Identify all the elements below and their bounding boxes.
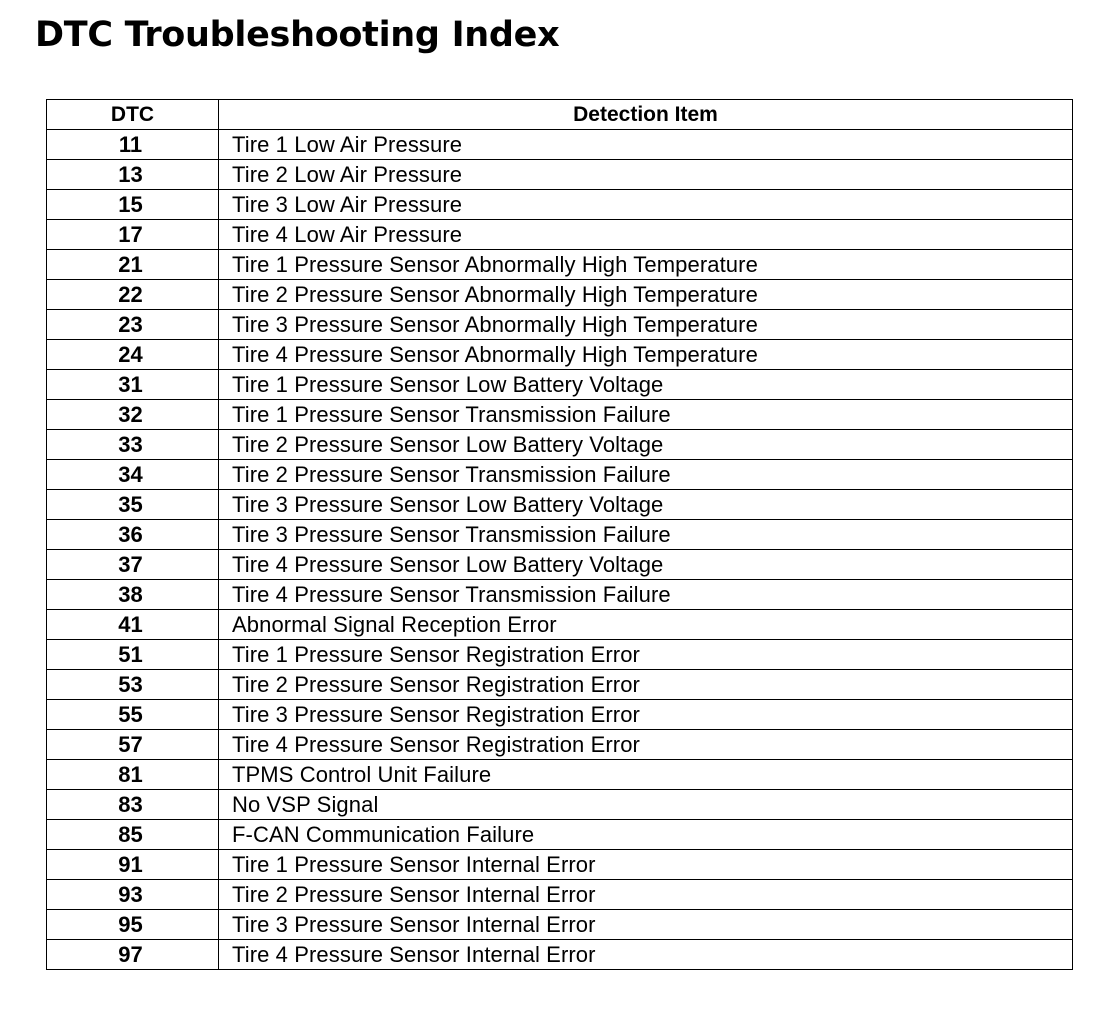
table-row — [47, 430, 1073, 460]
dtc-code-cell: 81 — [47, 760, 219, 790]
table-header-row — [47, 100, 1073, 130]
dtc-code-cell: 21 — [47, 250, 219, 280]
detection-item-cell: Tire 3 Low Air Pressure — [219, 190, 1073, 220]
dtc-code-cell: 32 — [47, 400, 219, 430]
table-row — [47, 400, 1073, 430]
dtc-code-cell: 17 — [47, 220, 219, 250]
table-row — [47, 550, 1073, 580]
table-row — [47, 280, 1073, 310]
dtc-code-cell: 38 — [47, 580, 219, 610]
detection-item-cell: F-CAN Communication Failure — [219, 820, 1073, 850]
dtc-code-cell: 37 — [47, 550, 219, 580]
table-body — [47, 130, 1073, 970]
table-row — [47, 880, 1073, 910]
dtc-code-cell: 93 — [47, 880, 219, 910]
dtc-code-cell: 85 — [47, 820, 219, 850]
table-row — [47, 760, 1073, 790]
dtc-code-cell: 55 — [47, 700, 219, 730]
detection-item-cell: Tire 2 Low Air Pressure — [219, 160, 1073, 190]
table-row — [47, 700, 1073, 730]
table-row — [47, 580, 1073, 610]
dtc-code-cell: 41 — [47, 610, 219, 640]
table-row — [47, 790, 1073, 820]
table-row — [47, 940, 1073, 970]
detection-item-cell: Tire 2 Pressure Sensor Registration Error — [219, 670, 1073, 700]
table-row — [47, 850, 1073, 880]
column-header-detection-item: Detection Item — [219, 100, 1073, 130]
detection-item-cell: Tire 3 Pressure Sensor Registration Error — [219, 700, 1073, 730]
table-row — [47, 460, 1073, 490]
dtc-code-cell: 36 — [47, 520, 219, 550]
table-row — [47, 730, 1073, 760]
detection-item-cell: Tire 1 Pressure Sensor Transmission Failure — [219, 400, 1073, 430]
dtc-code-cell: 95 — [47, 910, 219, 940]
dtc-code-cell: 11 — [47, 130, 219, 160]
detection-item-cell: Tire 2 Pressure Sensor Internal Error — [219, 880, 1073, 910]
detection-item-cell: Tire 4 Pressure Sensor Abnormally High Temperature — [219, 340, 1073, 370]
detection-item-cell: Tire 1 Pressure Sensor Registration Error — [219, 640, 1073, 670]
dtc-code-cell: 57 — [47, 730, 219, 760]
detection-item-cell: TPMS Control Unit Failure — [219, 760, 1073, 790]
detection-item-cell: Tire 4 Pressure Sensor Registration Error — [219, 730, 1073, 760]
table-row — [47, 490, 1073, 520]
detection-item-cell: Abnormal Signal Reception Error — [219, 610, 1073, 640]
column-header-dtc: DTC — [47, 100, 219, 130]
table-row — [47, 370, 1073, 400]
detection-item-cell: Tire 1 Pressure Sensor Abnormally High Temperature — [219, 250, 1073, 280]
detection-item-cell: No VSP Signal — [219, 790, 1073, 820]
table-row — [47, 820, 1073, 850]
table-row — [47, 130, 1073, 160]
dtc-code-cell: 83 — [47, 790, 219, 820]
table-row — [47, 220, 1073, 250]
detection-item-cell: Tire 2 Pressure Sensor Abnormally High Temperature — [219, 280, 1073, 310]
table-row — [47, 310, 1073, 340]
table-row — [47, 610, 1073, 640]
table-row — [47, 340, 1073, 370]
table-row — [47, 190, 1073, 220]
detection-item-cell: Tire 1 Low Air Pressure — [219, 130, 1073, 160]
table-row — [47, 250, 1073, 280]
detection-item-cell: Tire 3 Pressure Sensor Abnormally High Temperature — [219, 310, 1073, 340]
dtc-code-cell: 91 — [47, 850, 219, 880]
detection-item-cell: Tire 3 Pressure Sensor Transmission Failure — [219, 520, 1073, 550]
dtc-code-cell: 51 — [47, 640, 219, 670]
dtc-code-cell: 22 — [47, 280, 219, 310]
table-row — [47, 910, 1073, 940]
detection-item-cell: Tire 4 Pressure Sensor Transmission Failure — [219, 580, 1073, 610]
detection-item-cell: Tire 3 Pressure Sensor Low Battery Voltage — [219, 490, 1073, 520]
table-row — [47, 640, 1073, 670]
dtc-code-cell: 13 — [47, 160, 219, 190]
dtc-code-cell: 53 — [47, 670, 219, 700]
detection-item-cell: Tire 4 Pressure Sensor Internal Error — [219, 940, 1073, 970]
detection-item-cell: Tire 4 Pressure Sensor Low Battery Voltage — [219, 550, 1073, 580]
dtc-code-cell: 31 — [47, 370, 219, 400]
detection-item-cell: Tire 1 Pressure Sensor Internal Error — [219, 850, 1073, 880]
dtc-code-cell: 23 — [47, 310, 219, 340]
dtc-table — [46, 99, 1073, 970]
dtc-code-cell: 34 — [47, 460, 219, 490]
detection-item-cell: Tire 2 Pressure Sensor Transmission Failure — [219, 460, 1073, 490]
page-title: DTC Troubleshooting Index — [35, 15, 560, 55]
detection-item-cell: Tire 3 Pressure Sensor Internal Error — [219, 910, 1073, 940]
dtc-code-cell: 33 — [47, 430, 219, 460]
dtc-code-cell: 24 — [47, 340, 219, 370]
dtc-code-cell: 35 — [47, 490, 219, 520]
table-row — [47, 520, 1073, 550]
detection-item-cell: Tire 1 Pressure Sensor Low Battery Voltage — [219, 370, 1073, 400]
table-row — [47, 670, 1073, 700]
dtc-code-cell: 97 — [47, 940, 219, 970]
dtc-code-cell: 15 — [47, 190, 219, 220]
table-row — [47, 160, 1073, 190]
detection-item-cell: Tire 4 Low Air Pressure — [219, 220, 1073, 250]
detection-item-cell: Tire 2 Pressure Sensor Low Battery Voltage — [219, 430, 1073, 460]
